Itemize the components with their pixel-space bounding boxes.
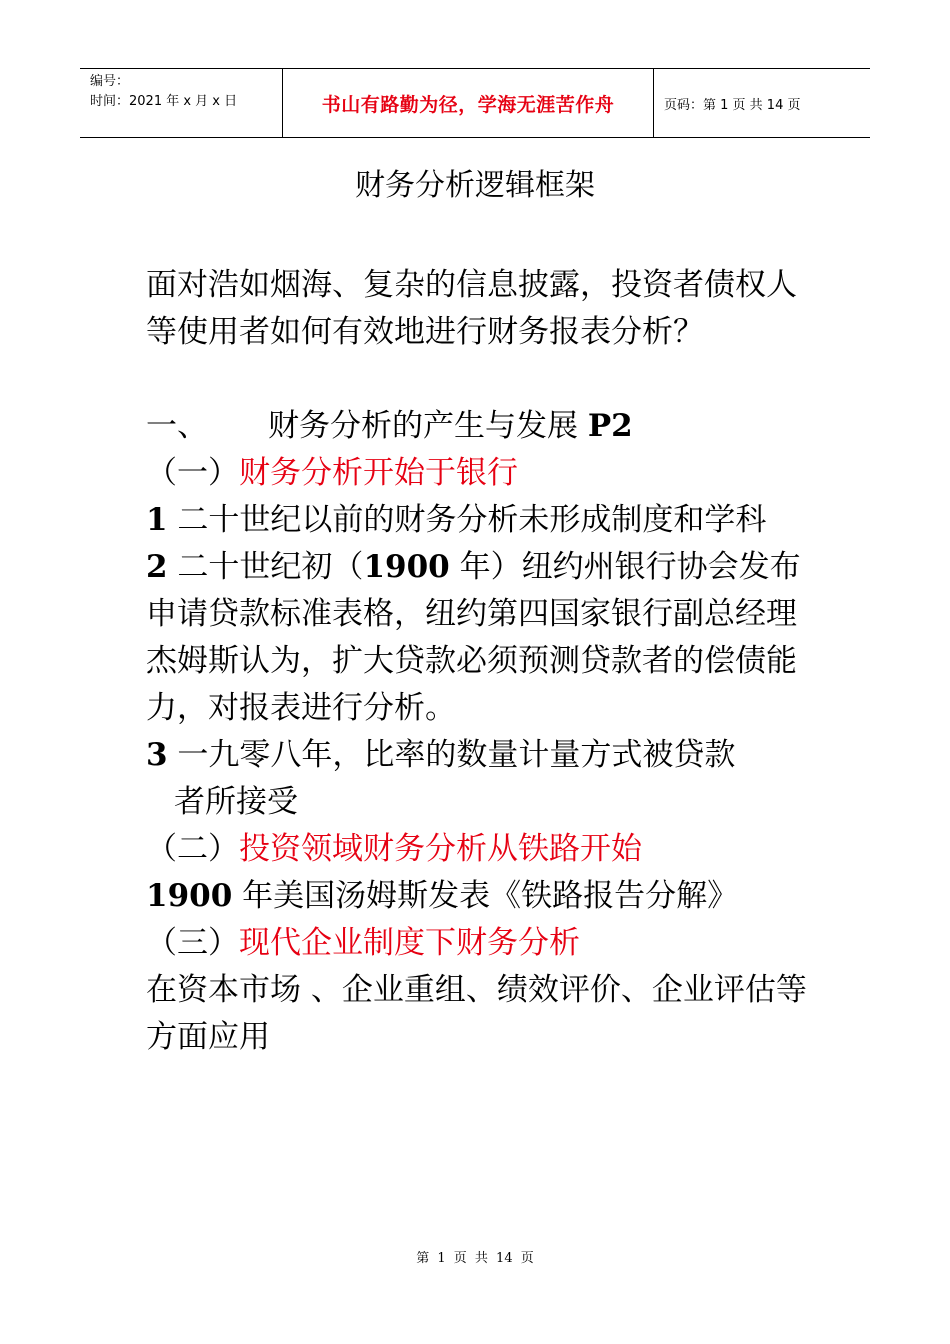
- list-item-text: 二十世纪初（: [167, 549, 364, 585]
- header-motto: 书山有路勤为径，学海无涯苦作舟: [283, 69, 654, 137]
- subsection-title: 现代企业制度下财务分析: [239, 925, 580, 961]
- subsection-heading-2: [146, 826, 826, 873]
- document-title: 财务分析逻辑框架: [355, 168, 595, 203]
- section-number: 一、: [146, 408, 208, 444]
- list-item-number: 1: [146, 502, 168, 538]
- document-body: [146, 262, 826, 1061]
- header-number-label: 编号：: [90, 74, 130, 89]
- header-meta: [80, 69, 283, 137]
- body-text: 年美国汤姆斯发表《铁路报告分解》: [232, 878, 739, 914]
- subsection-3-body: 在资本市场 、企业重组、绩效评价、企业评估等方面应用: [146, 972, 807, 1055]
- subsection-heading-3: [146, 920, 826, 967]
- subsection-prefix: （一）: [146, 455, 239, 491]
- intro-paragraph: 面对浩如烟海、复杂的信息披露，投资者债权人等使用者如何有效地进行财务报表分析？: [146, 267, 797, 350]
- subsection-title: 财务分析开始于银行: [239, 455, 518, 491]
- list-item-3-continuation: 者所接受: [174, 784, 298, 820]
- list-item-number: 3: [146, 737, 168, 773]
- subsection-prefix: （二）: [146, 831, 239, 867]
- list-item-2: [146, 544, 826, 732]
- list-item-1: [146, 497, 826, 544]
- section-heading-1: [146, 403, 826, 450]
- list-item-text-cont: 年）纽约州银行协会发布申请贷款标准表格，纽约第四国家银行副总经理杰姆斯认为，扩大贷款必须预测贷款者的偿债能力，对报表进行分析。: [146, 549, 801, 726]
- page-header: [80, 68, 870, 138]
- list-item-text: 二十世纪以前的财务分析未形成制度和学科: [167, 502, 767, 538]
- subsection-prefix: （三）: [146, 925, 239, 961]
- list-item-year: 1900: [363, 549, 450, 585]
- page-footer: 第 1 页 共 14 页: [416, 1251, 534, 1266]
- section-page-ref: P2: [587, 408, 633, 444]
- subsection-title: 投资领域财务分析从铁路开始: [239, 831, 642, 867]
- list-item-number: 2: [146, 549, 168, 585]
- list-item-text: 一九零八年，比率的数量计量方式被贷款: [167, 737, 736, 773]
- body-year: 1900: [146, 878, 233, 914]
- subsection-heading-1: [146, 450, 826, 497]
- paragraph-gap: [146, 356, 826, 403]
- subsection-2-body: [146, 873, 826, 920]
- header-page-info: 页码：第 1 页 共 14 页: [664, 97, 801, 113]
- header-time-label: 时间：2021 年 x 月 x 日: [90, 94, 238, 109]
- list-item-3: [146, 732, 826, 779]
- section-title: 财务分析的产生与发展: [268, 408, 588, 444]
